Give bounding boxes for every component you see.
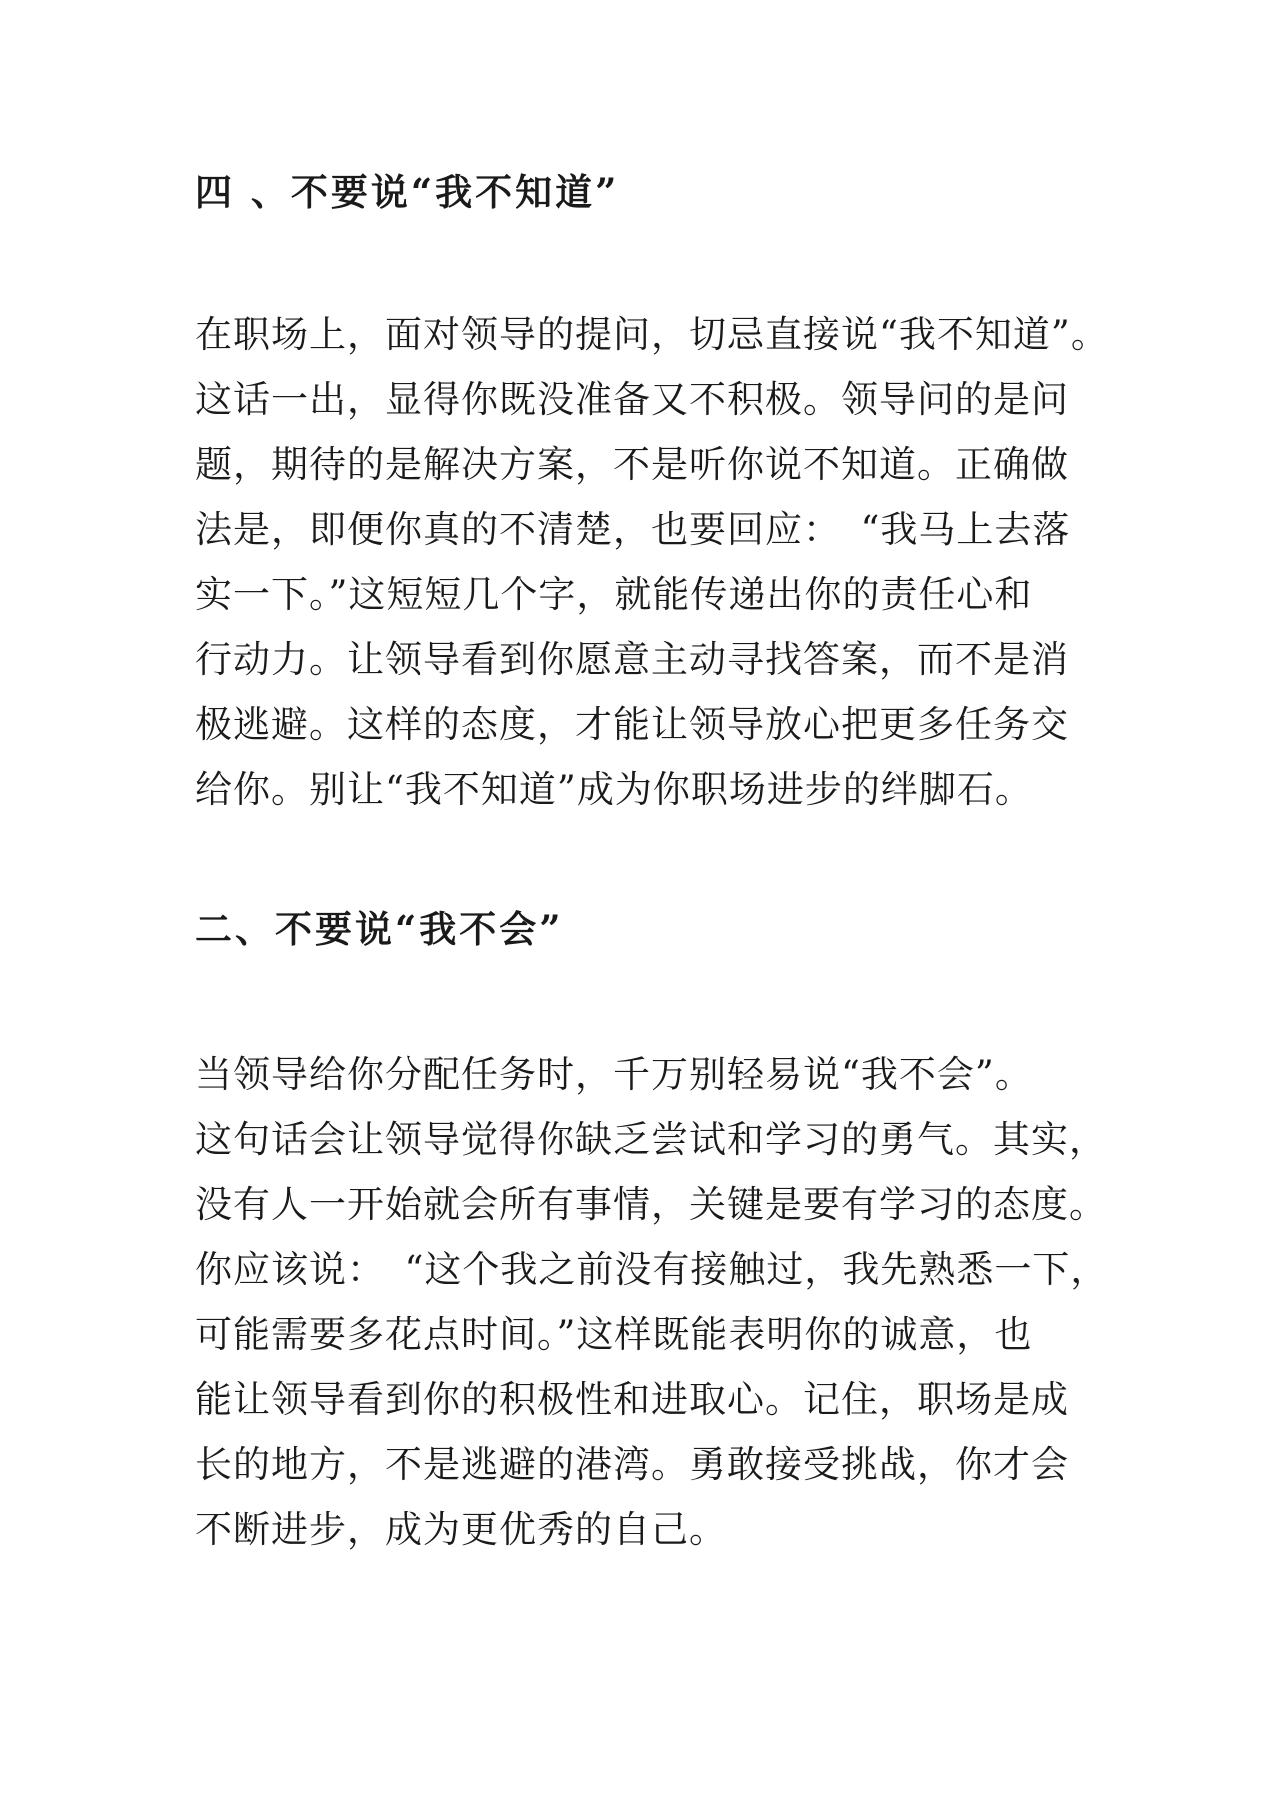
paragraph-line: 实一下。”这短短几个字，就能传递出你的责任心和 bbox=[195, 573, 1033, 616]
paragraph-line: 当领导给你分配任务时，千万别轻易说“我不会”。 bbox=[195, 1053, 1033, 1096]
section-two-heading: 二、不要说“我不会” bbox=[195, 907, 564, 951]
paragraph-line: 题，期待的是解决方案，不是听你说不知道。正确做 bbox=[195, 443, 1069, 486]
section-four-heading: 四 、不要说“我不知道” bbox=[195, 170, 620, 214]
paragraph-line: 可能需要多花点时间。”这样既能表明你的诚意，也 bbox=[195, 1313, 1033, 1356]
section-two bbox=[195, 907, 1095, 951]
paragraph-line: 不断进步，成为更优秀的自己。 bbox=[195, 1508, 727, 1551]
paragraph-line: 法是，即便你真的不清楚，也要回应： “我马上去落 bbox=[195, 508, 1071, 551]
section-four-paragraph bbox=[195, 302, 1109, 822]
section-four bbox=[195, 170, 1095, 214]
section-two-paragraph bbox=[195, 1042, 1109, 1562]
section-four-body bbox=[195, 302, 1109, 822]
section-two-body bbox=[195, 1042, 1109, 1562]
paragraph-line: 能让领导看到你的积极性和进取心。记住，职场是成 bbox=[195, 1378, 1069, 1421]
paragraph-line: 给你。别让“我不知道”成为你职场进步的绊脚石。 bbox=[195, 768, 1033, 811]
paragraph-line: 长的地方，不是逃避的港湾。勇敢接受挑战，你才会 bbox=[195, 1443, 1069, 1486]
paragraph-line: 这句话会让领导觉得你缺乏尝试和学习的勇气。其实， bbox=[195, 1118, 1107, 1161]
paragraph-line: 你应该说： “这个我之前没有接触过，我先熟悉一下， bbox=[195, 1248, 1109, 1291]
paragraph-line: 极逃避。这样的态度，才能让领导放心把更多任务交 bbox=[195, 703, 1069, 746]
paragraph-line: 在职场上，面对领导的提问，切忌直接说“我不知道”。 bbox=[195, 313, 1109, 356]
paragraph-line: 这话一出，显得你既没准备又不积极。领导问的是问 bbox=[195, 378, 1069, 421]
paragraph-line: 行动力。让领导看到你愿意主动寻找答案，而不是消 bbox=[195, 638, 1069, 681]
paragraph-line: 没有人一开始就会所有事情，关键是要有学习的态度。 bbox=[195, 1183, 1107, 1226]
